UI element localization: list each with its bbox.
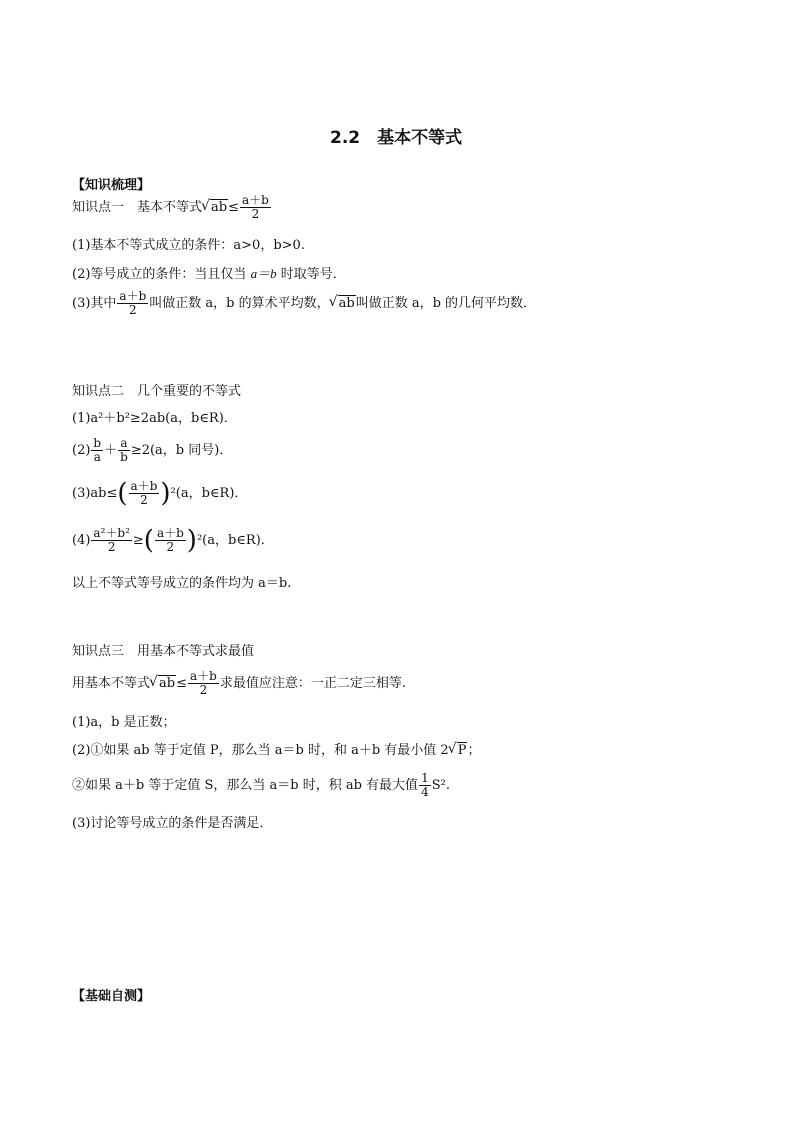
frac-den: b	[120, 450, 128, 464]
fraction-a-over-b	[118, 437, 130, 464]
right-paren: )	[160, 478, 171, 509]
k3-line-4	[72, 772, 450, 799]
left-paren: (	[143, 525, 154, 556]
sqrt-ab	[330, 295, 356, 313]
k1-l3-pre: (3)其中	[72, 296, 117, 311]
frac-num: a＋b	[119, 289, 147, 303]
frac-num: a＋b	[130, 479, 158, 493]
sqrt-ab	[150, 675, 176, 693]
k2-l2-post: ≥2(a，b 同号)．	[130, 443, 233, 458]
frac-den: 2	[140, 493, 148, 507]
frac-num: a	[118, 437, 130, 451]
right-paren: )	[186, 525, 197, 556]
fraction-a-plus-b-over-2	[188, 670, 219, 697]
k1-heading	[72, 194, 272, 221]
k2-heading: 知识点二 几个重要的不等式	[72, 384, 242, 399]
frac-num: b	[93, 436, 102, 450]
k3-l3-pre: (2)①如果 ab 等于定值 P，那么当 a＝b 时，和 a＋b 有最小值 2	[72, 743, 449, 758]
sqrt-radicand: ab	[338, 296, 355, 311]
fraction-b-over-a	[91, 437, 103, 464]
k1-l2-pre: (2)等号成立的条件：当且仅当	[72, 267, 251, 282]
k3-line-2: (1)a，b 是正数；	[72, 715, 176, 730]
fraction-a-plus-b-over-2	[155, 527, 186, 554]
k2-line-2	[72, 437, 232, 464]
k2-l3-pre: (3)ab≤	[72, 486, 118, 501]
plus-sign: ＋	[104, 443, 118, 458]
frac-den: 2	[251, 207, 260, 221]
sqrt-radicand: ab	[211, 200, 228, 215]
k1-line-1: (1)基本不等式成立的条件：a>0，b>0.	[72, 238, 305, 253]
k2-line-3	[72, 480, 247, 507]
k1-heading-text: 知识点一 基本不等式	[72, 200, 203, 215]
frac-den: 2	[199, 683, 208, 697]
frac-den: a	[93, 450, 101, 464]
k2-line-5: 以上不等式等号成立的条件均为 a＝b.	[72, 576, 292, 591]
frac-den: 2	[166, 540, 175, 554]
page-title: 2.2 基本不等式	[330, 128, 463, 148]
k3-l3-post: ；	[467, 743, 481, 758]
k3-heading: 知识点三 用基本不等式求最值	[72, 644, 255, 659]
sqrt-p	[449, 742, 468, 760]
sqrt-radicand: P	[457, 743, 467, 758]
frac-num: a＋b	[156, 526, 184, 540]
frac-den: 2	[107, 540, 116, 554]
k3-l4-pre: ②如果 a＋b 等于定值 S，那么当 a＝b 时，积 ab 有最大值	[72, 778, 419, 793]
k1-line-2	[72, 265, 346, 284]
frac-den: 2	[129, 303, 137, 317]
k3-line-1	[72, 670, 406, 697]
k3-l1-post: 求最值应注意：一正二定三相等.	[219, 676, 406, 691]
sqrt-ab	[202, 199, 228, 217]
section-heading-basic-test: 【基础自测】	[72, 989, 151, 1004]
k1-l3-mid: 叫做正数 a，b 的算术平均数，	[149, 296, 330, 311]
fraction-a-plus-b-over-2	[117, 290, 148, 317]
k1-l2-eq: a＝b	[250, 266, 277, 281]
fraction-1-over-4	[419, 772, 431, 799]
k2-l3-post: ²(a，b∈R)．	[170, 486, 248, 501]
k3-line-5: (3)讨论等号成立的条件是否满足．	[72, 816, 273, 831]
k1-l3-post: 叫做正数 a，b 的几何平均数．	[355, 296, 537, 311]
leq-sign: ≤	[176, 676, 187, 691]
k3-l4-post: S².	[431, 778, 450, 793]
k2-l4-post: ²(a，b∈R)．	[196, 533, 274, 548]
k1-line-3	[72, 290, 536, 317]
frac-den: 4	[421, 785, 429, 799]
left-paren: (	[117, 478, 128, 509]
k1-l2-post: 时取等号．	[276, 267, 346, 282]
frac-num: a＋b	[242, 193, 269, 207]
k2-l2-pre: (2)	[72, 443, 91, 458]
section-heading-knowledge: 【知识梳理】	[72, 178, 151, 193]
k3-l1-pre: 用基本不等式	[72, 676, 151, 691]
leq-sign: ≤	[228, 200, 239, 215]
fraction-a-plus-b-over-2	[240, 194, 271, 221]
k2-line-4	[72, 527, 274, 554]
k2-line-1: (1)a²＋b²≥2ab(a，b∈R)．	[72, 411, 237, 426]
frac-num: a＋b	[190, 669, 217, 683]
frac-num: a²＋b²	[93, 526, 130, 540]
k2-l4-pre: (4)	[72, 533, 91, 548]
k3-line-3	[72, 742, 480, 760]
geq-sign: ≥	[132, 533, 144, 548]
fraction-a2-plus-b2-over-2	[91, 527, 131, 554]
fraction-a-plus-b-over-2	[129, 480, 160, 507]
frac-num: 1	[421, 771, 429, 785]
sqrt-radicand: ab	[159, 676, 176, 691]
